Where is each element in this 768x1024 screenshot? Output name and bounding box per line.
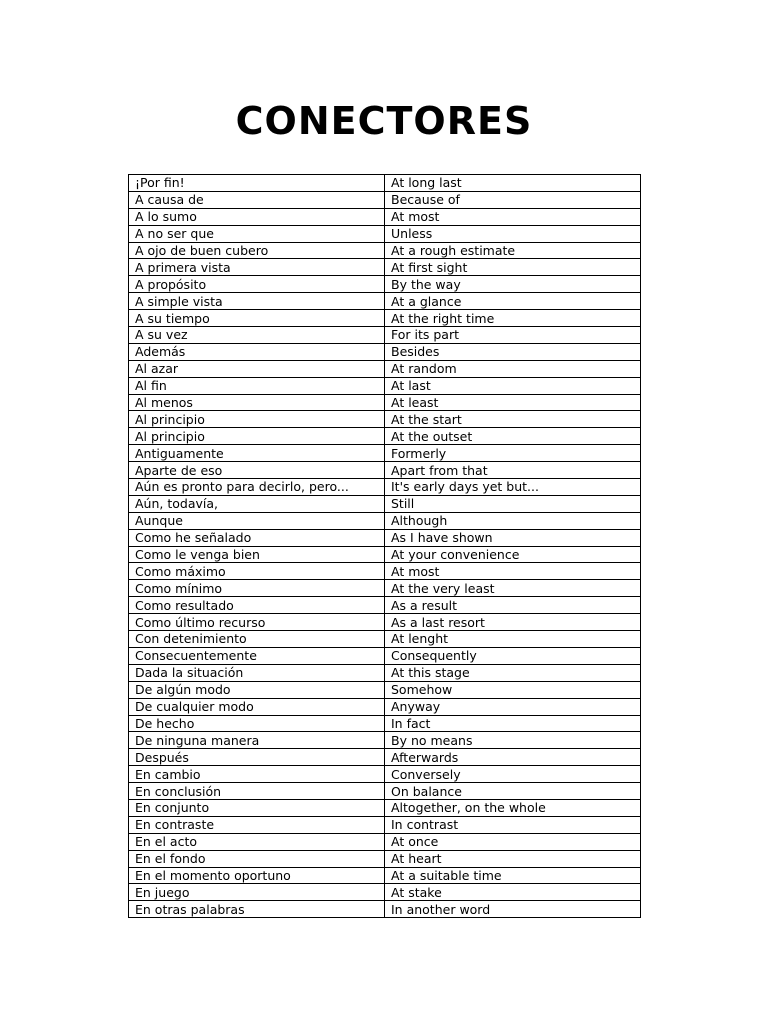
spanish-connector-cell: En juego bbox=[129, 884, 385, 901]
english-connector-cell: At the very least bbox=[385, 580, 641, 597]
spanish-connector-cell: A lo sumo bbox=[129, 208, 385, 225]
english-connector-cell: At a rough estimate bbox=[385, 242, 641, 259]
spanish-connector-cell: Como le venga bien bbox=[129, 546, 385, 563]
english-connector-cell: Unless bbox=[385, 225, 641, 242]
english-connector-cell: Afterwards bbox=[385, 749, 641, 766]
table-row bbox=[129, 715, 641, 732]
table-row bbox=[129, 681, 641, 698]
spanish-connector-cell: Con detenimiento bbox=[129, 631, 385, 648]
english-connector-cell: At once bbox=[385, 833, 641, 850]
spanish-connector-cell: Además bbox=[129, 343, 385, 360]
spanish-connector-cell: Antiguamente bbox=[129, 445, 385, 462]
table-row bbox=[129, 563, 641, 580]
spanish-connector-cell: A su vez bbox=[129, 327, 385, 344]
english-connector-cell: Because of bbox=[385, 191, 641, 208]
table-row bbox=[129, 647, 641, 664]
spanish-connector-cell: En el momento oportuno bbox=[129, 867, 385, 884]
table-row bbox=[129, 749, 641, 766]
connectors-table-body bbox=[129, 175, 641, 918]
spanish-connector-cell: En el acto bbox=[129, 833, 385, 850]
spanish-connector-cell: De hecho bbox=[129, 715, 385, 732]
english-connector-cell: Although bbox=[385, 512, 641, 529]
english-connector-cell: Apart from that bbox=[385, 462, 641, 479]
table-row bbox=[129, 428, 641, 445]
table-row bbox=[129, 783, 641, 800]
english-connector-cell: At lenght bbox=[385, 631, 641, 648]
spanish-connector-cell: ¡Por fin! bbox=[129, 175, 385, 192]
table-row bbox=[129, 259, 641, 276]
english-connector-cell: At this stage bbox=[385, 664, 641, 681]
table-row bbox=[129, 580, 641, 597]
spanish-connector-cell: Como máximo bbox=[129, 563, 385, 580]
english-connector-cell: Formerly bbox=[385, 445, 641, 462]
table-row bbox=[129, 732, 641, 749]
table-row bbox=[129, 698, 641, 715]
english-connector-cell: By the way bbox=[385, 276, 641, 293]
table-row bbox=[129, 377, 641, 394]
table-row bbox=[129, 901, 641, 918]
table-row bbox=[129, 529, 641, 546]
table-row bbox=[129, 664, 641, 681]
spanish-connector-cell: A primera vista bbox=[129, 259, 385, 276]
english-connector-cell: Besides bbox=[385, 343, 641, 360]
spanish-connector-cell: Dada la situación bbox=[129, 664, 385, 681]
english-connector-cell: In fact bbox=[385, 715, 641, 732]
english-connector-cell: Consequently bbox=[385, 647, 641, 664]
table-row bbox=[129, 293, 641, 310]
spanish-connector-cell: A simple vista bbox=[129, 293, 385, 310]
english-connector-cell: At most bbox=[385, 563, 641, 580]
page-title: CONECTORES bbox=[235, 99, 533, 143]
spanish-connector-cell: A no ser que bbox=[129, 225, 385, 242]
spanish-connector-cell: Consecuentemente bbox=[129, 647, 385, 664]
table-row bbox=[129, 512, 641, 529]
english-connector-cell: At random bbox=[385, 360, 641, 377]
english-connector-cell: At the right time bbox=[385, 310, 641, 327]
english-connector-cell: At first sight bbox=[385, 259, 641, 276]
table-row bbox=[129, 495, 641, 512]
table-row bbox=[129, 343, 641, 360]
english-connector-cell: At last bbox=[385, 377, 641, 394]
english-connector-cell: Anyway bbox=[385, 698, 641, 715]
spanish-connector-cell: Al fin bbox=[129, 377, 385, 394]
table-row bbox=[129, 546, 641, 563]
table-row bbox=[129, 276, 641, 293]
spanish-connector-cell: En contraste bbox=[129, 816, 385, 833]
spanish-connector-cell: Al azar bbox=[129, 360, 385, 377]
english-connector-cell: At heart bbox=[385, 850, 641, 867]
table-row bbox=[129, 799, 641, 816]
spanish-connector-cell: De ninguna manera bbox=[129, 732, 385, 749]
english-connector-cell: At the outset bbox=[385, 428, 641, 445]
spanish-connector-cell: En cambio bbox=[129, 766, 385, 783]
spanish-connector-cell: A ojo de buen cubero bbox=[129, 242, 385, 259]
table-row bbox=[129, 614, 641, 631]
spanish-connector-cell: A su tiempo bbox=[129, 310, 385, 327]
table-row bbox=[129, 310, 641, 327]
english-connector-cell: It's early days yet but... bbox=[385, 479, 641, 496]
spanish-connector-cell: Como mínimo bbox=[129, 580, 385, 597]
english-connector-cell: Conversely bbox=[385, 766, 641, 783]
english-connector-cell: At least bbox=[385, 394, 641, 411]
table-row bbox=[129, 208, 641, 225]
spanish-connector-cell: Como he señalado bbox=[129, 529, 385, 546]
table-row bbox=[129, 242, 641, 259]
english-connector-cell: As a result bbox=[385, 597, 641, 614]
spanish-connector-cell: Después bbox=[129, 749, 385, 766]
table-row bbox=[129, 766, 641, 783]
table-row bbox=[129, 327, 641, 344]
table-row bbox=[129, 816, 641, 833]
spanish-connector-cell: Al principio bbox=[129, 428, 385, 445]
spanish-connector-cell: Aunque bbox=[129, 512, 385, 529]
english-connector-cell: At long last bbox=[385, 175, 641, 192]
english-connector-cell: At stake bbox=[385, 884, 641, 901]
english-connector-cell: Somehow bbox=[385, 681, 641, 698]
spanish-connector-cell: Aún, todavía, bbox=[129, 495, 385, 512]
english-connector-cell: In another word bbox=[385, 901, 641, 918]
table-row bbox=[129, 479, 641, 496]
spanish-connector-cell: Aparte de eso bbox=[129, 462, 385, 479]
table-row bbox=[129, 867, 641, 884]
table-row bbox=[129, 445, 641, 462]
spanish-connector-cell: A propósito bbox=[129, 276, 385, 293]
english-connector-cell: At the start bbox=[385, 411, 641, 428]
spanish-connector-cell: De cualquier modo bbox=[129, 698, 385, 715]
table-row bbox=[129, 360, 641, 377]
table-row bbox=[129, 597, 641, 614]
table-row bbox=[129, 411, 641, 428]
spanish-connector-cell: En conjunto bbox=[129, 799, 385, 816]
english-connector-cell: At a suitable time bbox=[385, 867, 641, 884]
english-connector-cell: For its part bbox=[385, 327, 641, 344]
spanish-connector-cell: Aún es pronto para decirlo, pero... bbox=[129, 479, 385, 496]
english-connector-cell: By no means bbox=[385, 732, 641, 749]
table-row bbox=[129, 191, 641, 208]
spanish-connector-cell: De algún modo bbox=[129, 681, 385, 698]
english-connector-cell: On balance bbox=[385, 783, 641, 800]
spanish-connector-cell: A causa de bbox=[129, 191, 385, 208]
english-connector-cell: As a last resort bbox=[385, 614, 641, 631]
table-row bbox=[129, 631, 641, 648]
english-connector-cell: At a glance bbox=[385, 293, 641, 310]
spanish-connector-cell: Como resultado bbox=[129, 597, 385, 614]
spanish-connector-cell: En otras palabras bbox=[129, 901, 385, 918]
english-connector-cell: As I have shown bbox=[385, 529, 641, 546]
english-connector-cell: At most bbox=[385, 208, 641, 225]
spanish-connector-cell: En conclusión bbox=[129, 783, 385, 800]
table-row bbox=[129, 850, 641, 867]
table-row bbox=[129, 462, 641, 479]
english-connector-cell: Altogether, on the whole bbox=[385, 799, 641, 816]
english-connector-cell: Still bbox=[385, 495, 641, 512]
english-connector-cell: In contrast bbox=[385, 816, 641, 833]
spanish-connector-cell: Al principio bbox=[129, 411, 385, 428]
table-row bbox=[129, 833, 641, 850]
spanish-connector-cell: Como último recurso bbox=[129, 614, 385, 631]
connectors-table bbox=[128, 174, 641, 918]
spanish-connector-cell: En el fondo bbox=[129, 850, 385, 867]
table-row bbox=[129, 175, 641, 192]
table-row bbox=[129, 884, 641, 901]
table-row bbox=[129, 394, 641, 411]
spanish-connector-cell: Al menos bbox=[129, 394, 385, 411]
table-row bbox=[129, 225, 641, 242]
english-connector-cell: At your convenience bbox=[385, 546, 641, 563]
